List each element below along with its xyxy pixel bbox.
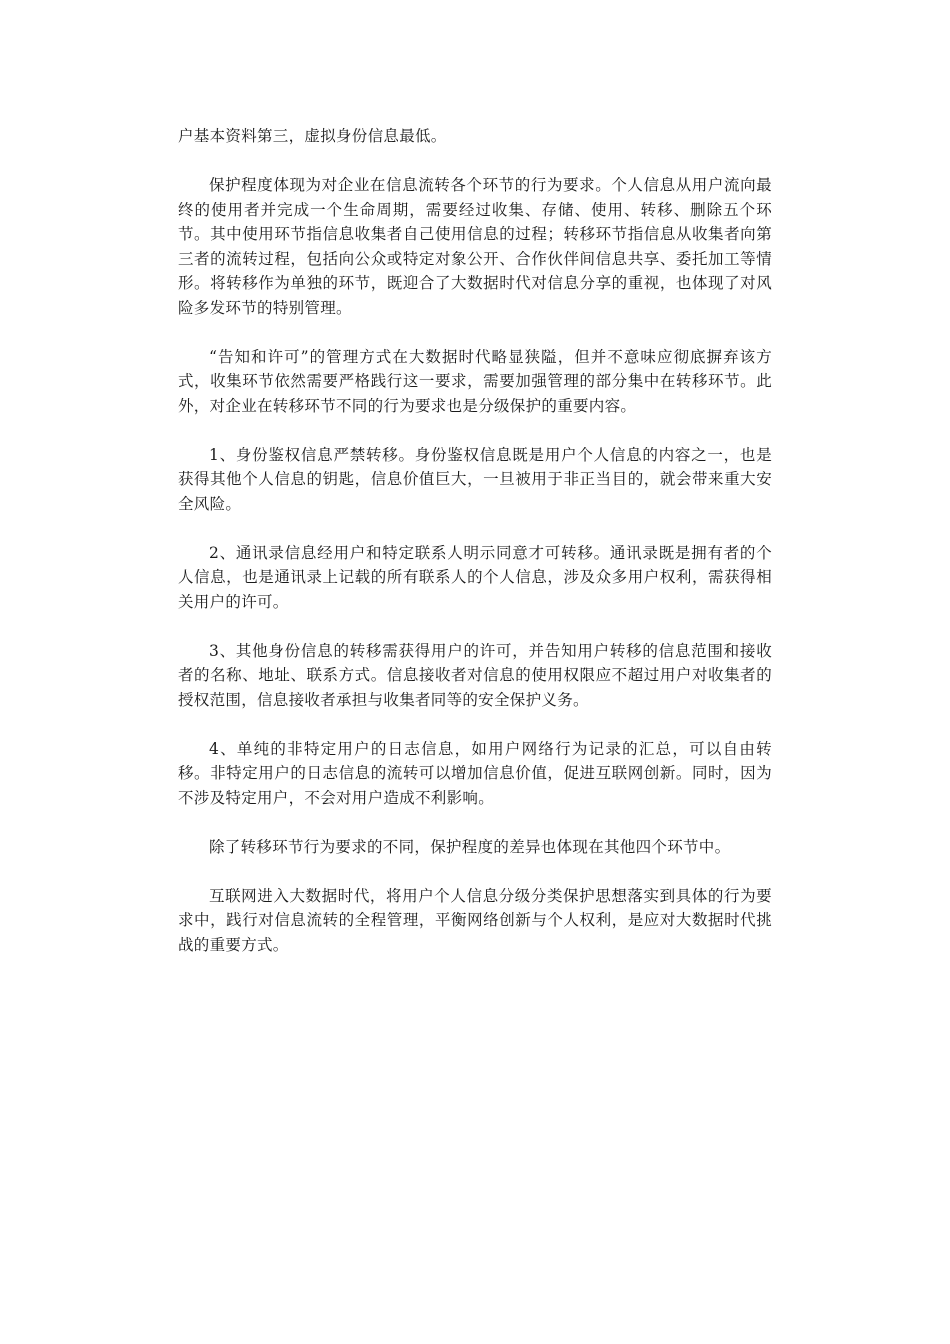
- paragraph-item-3: 3、其他身份信息的转移需获得用户的许可，并告知用户转移的信息范围和接收者的名称、地址、联系方式。信息接收者对信息的使用权限应不超过用户对收集者的授权范围，信息接收者承担与收集者同等的安全保护义务。: [178, 641, 772, 709]
- paragraph-continuation: 户基本资料第三，虚拟身份信息最低。: [178, 127, 447, 145]
- document-body: [178, 124, 772, 982]
- paragraph-conclusion: 互联网进入大数据时代，将用户个人信息分级分类保护思想落实到具体的行为要求中，践行对信息流转的全程管理，平衡网络创新与个人权利，是应对大数据时代挑战的重要方式。: [178, 886, 772, 954]
- paragraph-other-stages: 除了转移环节行为要求的不同，保护程度的差异也体现在其他四个环节中。: [209, 837, 731, 856]
- paragraph-notice-consent: “告知和许可”的管理方式在大数据时代略显狭隘，但并不意味应彻底摒弃该方式，收集环节依然需要严格践行这一要求，需要加强管理的部分集中在转移环节。此外，对企业在转移环节不同的行为要求也是分级保护的重要内容。: [178, 347, 772, 415]
- paragraph-item-1: 1、身份鉴权信息严禁转移。身份鉴权信息既是用户个人信息的内容之一，也是获得其他个人信息的钥匙，信息价值巨大，一旦被用于非正当目的，就会带来重大安全风险。: [178, 445, 772, 513]
- paragraph-item-2: 2、通讯录信息经用户和特定联系人明示同意才可转移。通讯录既是拥有者的个人信息，也是通讯录上记载的所有联系人的个人信息，涉及众多用户权利，需获得相关用户的许可。: [178, 543, 772, 611]
- paragraph-protection-degree: 保护程度体现为对企业在信息流转各个环节的行为要求。个人信息从用户流向最终的使用者并完成一个生命周期，需要经过收集、存储、使用、转移、删除五个环节。其中使用环节指信息收集者自己使用信息的过程；转移环节指信息从收集者向第三者的流转过程，包括向公众或特定对象公开、合作伙伴间信息共享、委托加工等情形。将转移作为单独的环节，既迎合了大数据时代对信息分享的重视，也体现了对风险多发环节的特别管理。: [178, 176, 772, 317]
- paragraph-item-4: 4、单纯的非特定用户的日志信息，如用户网络行为记录的汇总，可以自由转移。非特定用户的日志信息的流转可以增加信息价值，促进互联网创新。同时，因为不涉及特定用户，不会对用户造成不利影响。: [178, 739, 772, 807]
